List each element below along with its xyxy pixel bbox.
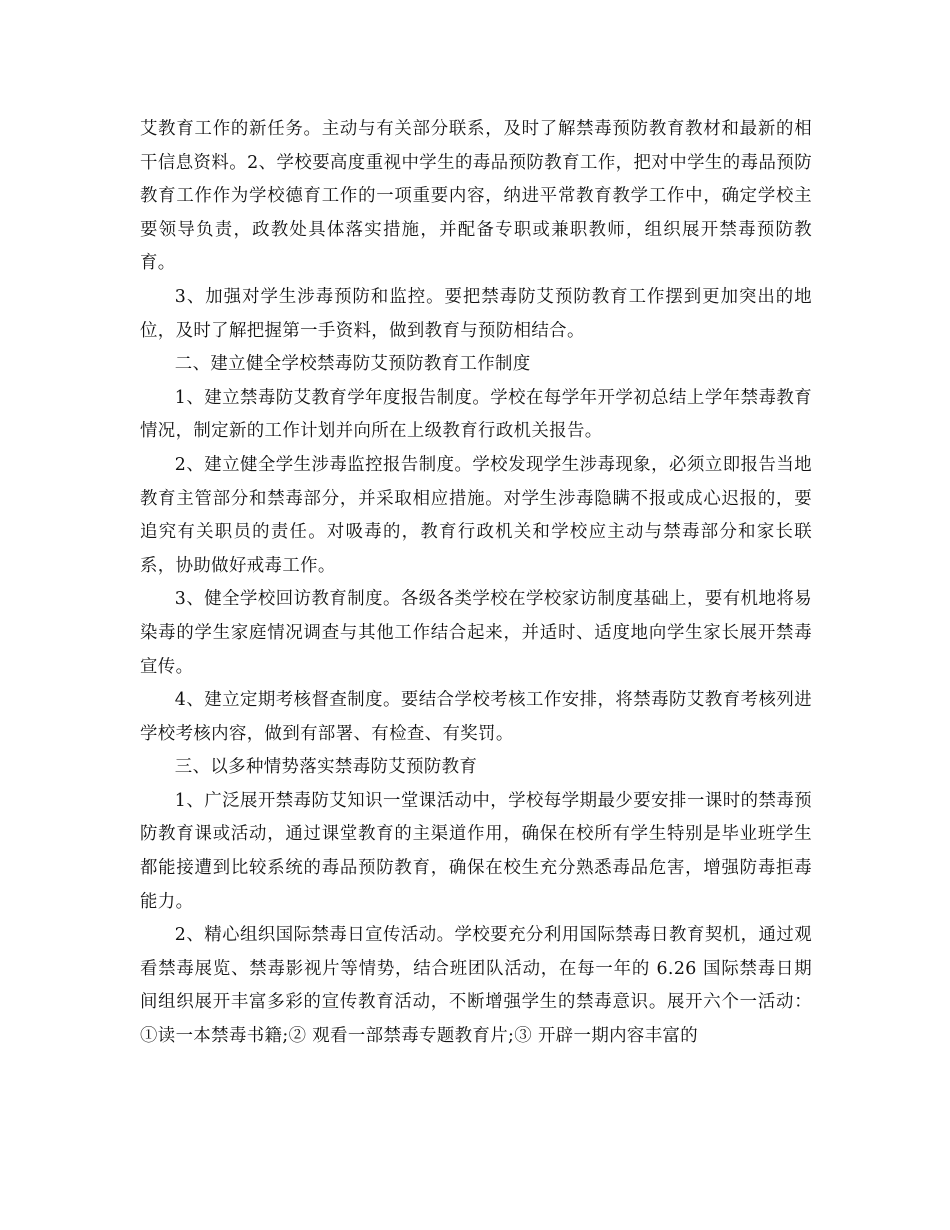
paragraph-9: 1、广泛展开禁毒防艾知识一堂课活动中，学校每学期最少要安排一课时的禁毒预防教育课或活动，通过课堂教育的主渠道作用，确保在校所有学生特别是毕业班学生都能接遭到比较系统的毒品预防教育，确保在校生充分熟悉毒品危害，增强防毒拒毒能力。 — [140, 790, 812, 912]
paragraph-4: 1、建立禁毒防艾教育学年度报告制度。学校在每学年开学初总结上学年禁毒教育情况，制定新的工作计划并向所在上级教育行政机关报告。 — [140, 387, 812, 442]
paragraph-7: 4、建立定期考核督查制度。要结合学校考核工作安排，将禁毒防艾教育考核列进学校考核内容，做到有部署、有检查、有奖罚。 — [140, 690, 812, 744]
paragraph-10: 2、精心组织国际禁毒日宣传活动。学校要充分利用国际禁毒日教育契机，通过观看禁毒展览、禁毒影视片等情势，结合班团队活动，在每一年的 6.26 国际禁毒日期间组织展开丰富多彩的宣传教育活动，不断增强学生的禁毒意识。展开六个一活动：①读一本禁毒书籍;② 观看一部禁毒专题教育片;③ 开辟一期内容丰富的 — [140, 925, 812, 1047]
section-heading-2: 二、建立健全学校禁毒防艾预防教育工作制度 — [174, 354, 531, 375]
paragraph-5: 2、建立健全学生涉毒监控报告制度。学校发现学生涉毒现象，必须立即报告当地教育主管部分和禁毒部分，并采取相应措施。对学生涉毒隐瞒不报或成心迟报的，要追究有关职员的责任。对吸毒的，教育行政机关和学校应主动与禁毒部分和家长联系，协助做好戒毒工作。 — [140, 454, 812, 576]
paragraph-6: 3、健全学校回访教育制度。各级各类学校在学校家访制度基础上，要有机地将易染毒的学生家庭情况调查与其他工作结合起来，并适时、适度地向学生家长展开禁毒宣传。 — [140, 589, 812, 677]
section-heading-3: 三、以多种情势落实禁毒防艾预防教育 — [174, 757, 478, 778]
paragraph-2: 3、加强对学生涉毒预防和监控。要把禁毒防艾预防教育工作摆到更加突出的地位，及时了解把握第一手资料，做到教育与预防相结合。 — [140, 286, 812, 341]
paragraph-1: 艾教育工作的新任务。主动与有关部分联系，及时了解禁毒预防教育教材和最新的相干信息资料。2、学校要高度重视中学生的毒品预防教育工作，把对中学生的毒品预防教育工作作为学校德育工作的一项重要内容，纳进平常教育教学工作中，确定学校主要领导负责，政教处具体落实措施，并配备专职或兼职教师，组织展开禁毒预防教育。 — [140, 119, 812, 274]
document-page — [140, 113, 812, 1054]
